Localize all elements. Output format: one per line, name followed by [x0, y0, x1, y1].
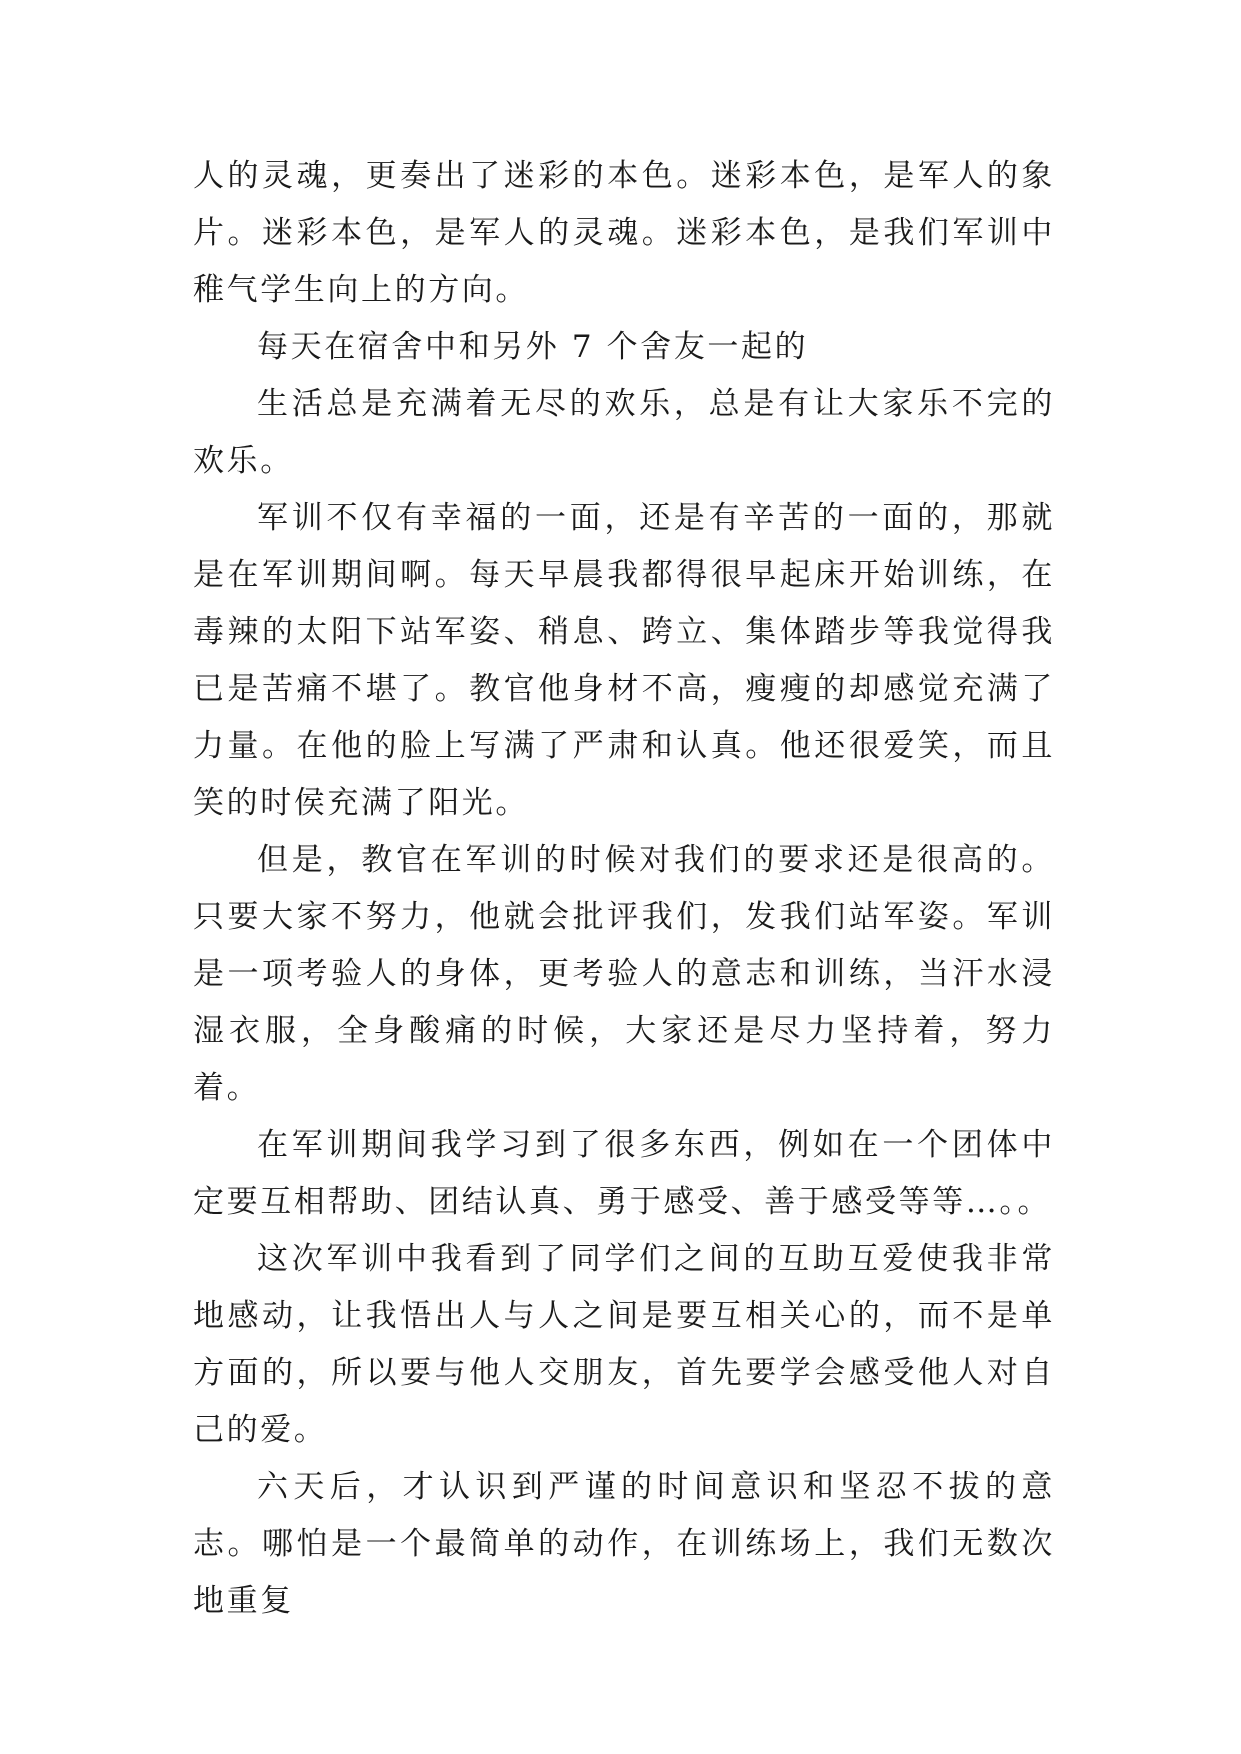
- paragraph: 但是，教官在军训的时候对我们的要求还是很高的。只要大家不努力，他就会批评我们，发我们站军姿。军训是一项考验人的身体，更考验人的意志和训练，当汗水浸湿衣服，全身酸痛的时候，大家还是尽力坚持着，努力着。: [193, 842, 1055, 1106]
- paragraph: 这次军训中我看到了同学们之间的互助互爱使我非常地感动，让我悟出人与人之间是要互相关心的，而不是单方面的，所以要与他人交朋友，首先要学会感受他人对自己的爱。: [193, 1241, 1055, 1448]
- paragraph: 人的灵魂，更奏出了迷彩的本色。迷彩本色，是军人的象片。迷彩本色，是军人的灵魂。迷彩本色，是我们军训中稚气学生向上的方向。: [193, 158, 1055, 308]
- paragraph: 军训不仅有幸福的一面，还是有辛苦的一面的，那就是在军训期间啊。每天早晨我都得很早起床开始训练，在毒辣的太阳下站军姿、稍息、跨立、集体踏步等我觉得我已是苦痛不堪了。教官他身材不高，瘦瘦的却感觉充满了力量。在他的脸上写满了严肃和认真。他还很爱笑，而且笑的时侯充满了阳光。: [193, 500, 1055, 821]
- paragraph: 六天后，才认识到严谨的时间意识和坚忍不拔的意志。哪怕是一个最简单的动作，在训练场上，我们无数次地重复: [193, 1469, 1055, 1619]
- document-body: [193, 148, 1055, 1630]
- paragraph: 生活总是充满着无尽的欢乐，总是有让大家乐不完的欢乐。: [193, 386, 1055, 479]
- paragraph: 在军训期间我学习到了很多东西，例如在一个团体中定要互相帮助、团结认真、勇于感受、善于感受等等…。。: [193, 1127, 1055, 1220]
- paragraph: 每天在宿舍中和另外 7 个舍友一起的: [257, 329, 809, 365]
